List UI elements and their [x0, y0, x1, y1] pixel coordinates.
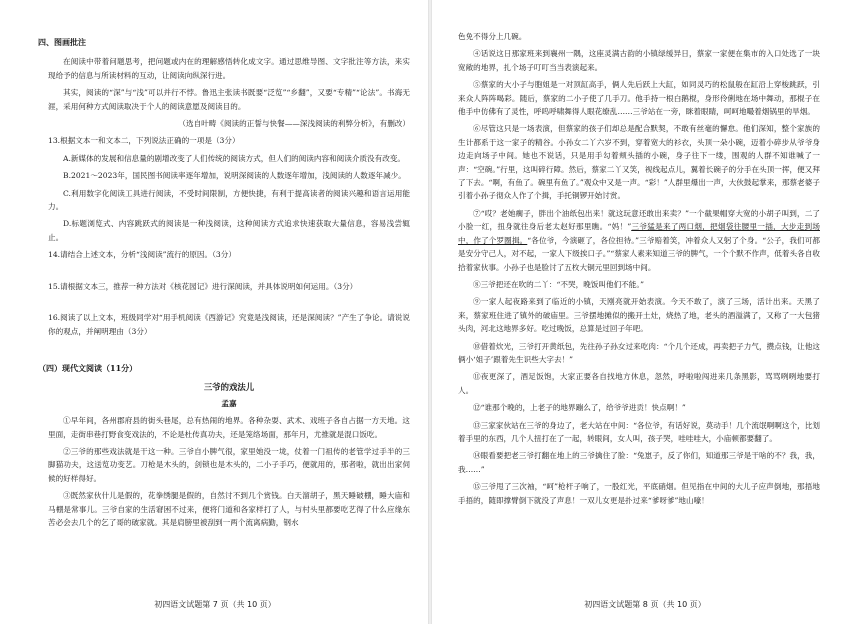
- story-title: 三爷的戏法儿: [203, 382, 255, 393]
- story-paragraph: ⑨一家人起夜路来到了临近的小镇，天刚亮就开始表演。今天不敢了，演了三场，活计出来。天黑了来，蔡家班住进了镇外的破庙里。三爷摆地摊似的搬开土灶，烧热了地，老头的酒溢满了，又称了一大包猪头肉，河北这地界多好。吃过晚饭，总算是过回子年吧。: [458, 297, 820, 334]
- section-heading-4: （四）现代文阅读（11分）: [38, 362, 138, 373]
- story-paragraph: ⑮三爷甩了三次袖，“呵”枪杆子响了，一股红光，平底硝烟。但见指在中间的大儿子应声倒地，那捂地手捂的，随即撑臂倒下就没了声息！一双儿女更是扑过来“爹呀爹”地山嚎！: [458, 482, 820, 505]
- story-paragraph: ⑥尽管这只是一场表演，但蔡家的孩子们却总是配合默契，不敢有丝毫的懈怠。他们深知，整个家族的生计都系于这一家子的精谷。小孙女二丫六岁不到，穿着宽大的衫衣，头顶一朵小碗，迈着小碎步从爷爷身边走向场子中间。她也不说话，只是用手勾着颊头插的小碗，身子往下一缕，围观的人群不知谁喊了一声：“空碗。”行里，这叫碎行障。然后，蔡家二丫又笑，视线起点儿，翼着长碗子的分手在头顶一挥，便又拜了下去。“啊，有鱼了。碗里有鱼了。”观众中又是一声。“彩！”人群里爆出一声，大伙鼓起掌来，那蔡老婆子引着小孙子彻众人作了个揖，手托铜锣开始讨赏。: [458, 124, 820, 201]
- story-paragraph: ④话说这日那家班来到襄州一隅，这座灵满古韵的小镇绿缓异日，蔡家一家便在集市的入口处选了一块宽敞的地界，扎个场子叮叮当当表演起来。: [458, 49, 820, 72]
- option-d: D.标题浏览式、内容跳跃式的阅读是一种浅阅读，这种阅读方式追求快速获取大量信息，容易浅尝辄止。: [48, 219, 410, 242]
- option-c: C.利用数字化阅读工具进行阅读，不受时间限制，方便快捷，有利于提高读者的阅读兴趣和语言运用能力。: [48, 188, 410, 212]
- right-page: [430, 0, 860, 624]
- story-paragraph: ⑬三家家伙站在三爷的身边了，老大站在中间：“各位爷，有话好说，莫动手！几个流氓啊啊这个，比划着手里的东西，几个人扭打在了一起，转眼间，女人叫，孩子哭，哇哇哇大，小庙顿都要翻了。: [458, 420, 820, 443]
- story-author: 孟嘉: [221, 398, 237, 408]
- story-paragraph: ②三爷的那些戏法就是干这一种。三爷自小脾气很，家里她没一垅，仗着一门祖传的老管学过手半的三脚猫功夫，这送览功变艺。刀枪是木头的，剑锁也是木头的，二小子手巧，便就用的，那者啦，就出出家伺候的好样得好。: [48, 446, 410, 483]
- story-paragraph: ⑤蔡家的大小子与胞姐是一对顶缸高手，俩人先后跃上大缸，如同灵巧的松鼠般在缸沿上穿梭跳跃，引来众人阵阵喝彩。随后，蔡家的二小子使了几手刀。他手持一根白鹅棍，身形伶俐地在场中舞动，那棍子在他手中仿佛有了灵性，呼呜呼啸舞得人眼花缭乱……三爷站在一旁，眯着眼睛，呵呵地嘬着烟锅里的旱烟。: [458, 80, 820, 117]
- story-paragraph: ③既然家伙什儿是假的，花拳绣腿是假的，自然讨不到几个赏钱。白天溜胡子，黑天睡破棚，睡大庙和马棚是常事儿。三爷自家的生活窘困不过来，便将门道和各家样打了人，与村头里都要吃艺得了什么应缘东苦必会去几个的乞了哥的破家就。其是肩膀里被刮到一两个流离病勤，钢水: [48, 491, 410, 527]
- paragraph: 其实，阅读的“深”与“浅”可以并行不悖。鲁迅主张读书既要“泛览”“乡翻”，又要“专精”“论法”。书海无涯，采用何种方式阅读取决于个人的阅读意愿及阅读目的。: [48, 88, 410, 111]
- question-15: 15.请根据文本三，推荐一种方法对《核花园记》进行深阅读，并具体说明如何运用。（3分）: [48, 281, 358, 291]
- page-footer-left: 初四语文试题第 7 页（共 10 页）: [154, 600, 276, 609]
- story-paragraph: ⑫“谁那个晚的，上老子的地界蹦么了，给爷爷进贡！快点啊！”: [473, 403, 686, 413]
- story-paragraph: ⑩借着炊光，三爷打开黄纸包，先往孙子孙女过来吃肉：“个几个还成，再卖把子力气，攒点钱，让他这俩小‘姐子’跟着先生识些大字去！”: [458, 341, 820, 364]
- question-14: 14.请结合上述文本，分析“浅阅读”流行的原因。（3分）: [48, 250, 236, 260]
- section-heading: 四、图画批注: [38, 37, 86, 47]
- story-text: “各位爷，今演砸了，各位担待。”三爷赔着笑，冲着众人又躬了个身。“公子，我们可都是安分守己人，对不起，一家人下级挨口子。”“蔡家人素来知道三爷的脾气，一个个默不作声，低着头各自收拾着家伙事。小孙子也是脸讨了五枚大铜元里回到场中间。: [458, 235, 821, 272]
- story-text: ⑦“哎？老她瘸子，胖出个油纸包出来！就这玩意还敢出来卖？”一个截果帽穿大宽的小胡子叫到，二了小脸一红，扭身就往身后老太赵好那里瞧。“妈！”: [458, 208, 820, 232]
- story-paragraph: ⑪夜更深了，酒足饭饱，大家正要各自找地方休息，忽然，呼啦啦闯进来几条黑影，骂骂咧咧地要打人。: [458, 372, 820, 395]
- story-paragraph: 色免不得分上几碗。: [458, 32, 527, 41]
- story-paragraph: ⑭眼看要把老三爷打翻在地上的三爷擒住了脸：“兔崽子，反了你们，知道那三爷是干啥的不？我，我，我……”: [458, 451, 820, 474]
- story-paragraph: ①早年间，各州郡府县的街头巷尾，总有热闹的地界。各种杂耍、武术、戏班子各自占据一方天地。这里面，走街串巷打野食变戏法的，不论是杜传真功夫，还是笼络场面，那年月，尤推就是混口饭吃。: [48, 416, 410, 439]
- underlined-sentence: 三爷猛是来了两口烟，把烟袋往腰里一插，大步走到场中，作了个罗圈揖。: [458, 222, 820, 245]
- story-paragraph: ⑧三爷把还在吹的二丫：“不哭，晚饭叫他们不能。”: [473, 279, 645, 289]
- option-a: A.新媒体的发展和信息量的剧增改变了人们传统的阅读方式，但人们的阅读内容和阅读介质没有改变。: [63, 153, 406, 163]
- question-13: 13.根据文本一和文本二，下列说法正确的一项是（3分）: [48, 136, 240, 146]
- question-16: 16.阅读了以上文本，班级同学对“用手机阅读《西游记》究竟是浅阅读，还是深阅读？”产生了争论。请说说你的观点，并阐明理由（3分）: [48, 313, 410, 336]
- story-paragraph: [458, 207, 820, 274]
- paragraph: 在阅读中带着问题思考，把问题或内在的理解感悟转化成文字。通过思维导图、文字批注等方法，来实现给予的信息与所读材料的互动，让阅读向纵深行进。: [48, 57, 410, 80]
- source-citation: （选自叶畴《阅读的正誓与快餐——深浅阅读的利弊分析》，有删改）: [178, 119, 410, 129]
- page-footer-right: 初四语文试题第 8 页（共 10 页）: [584, 600, 706, 609]
- option-b: B.2021～2023年，国民图书阅读率逐年增加，说明深阅读的人数逐年增加，浅阅读的人数逐年减少。: [63, 171, 406, 181]
